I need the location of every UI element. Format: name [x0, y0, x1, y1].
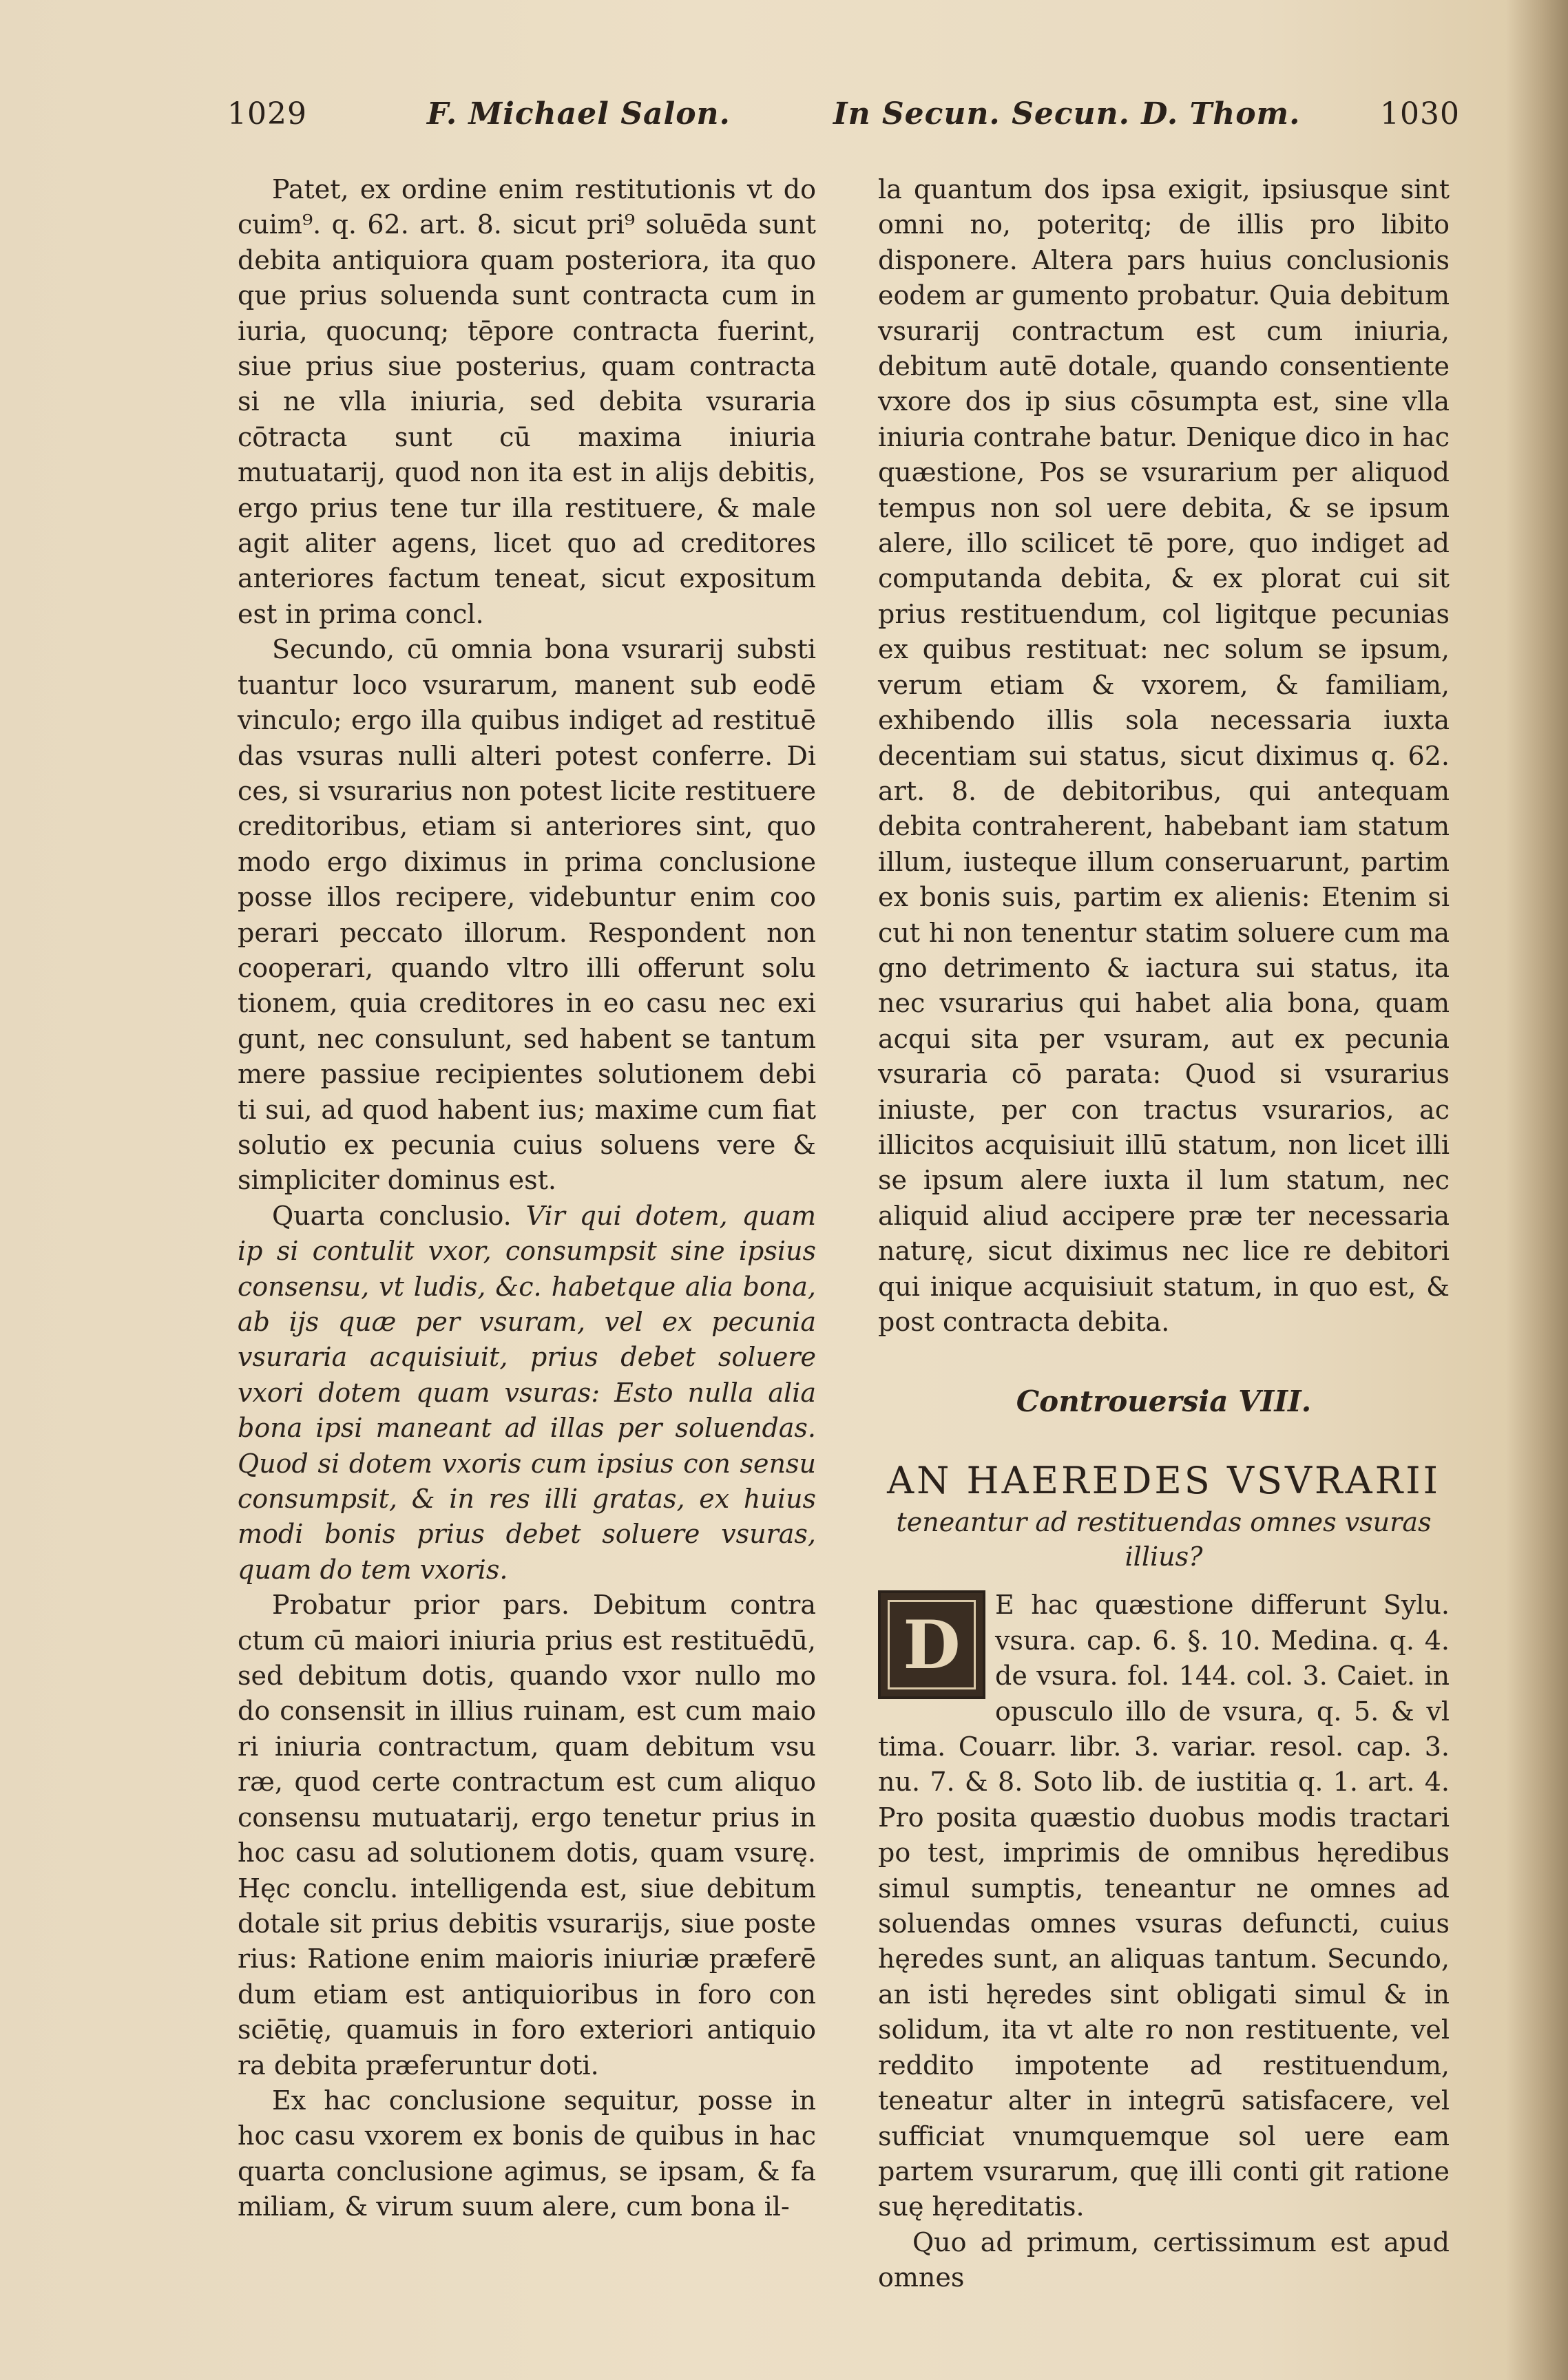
- controversia-heading: Controuersia VIII.: [1016, 1384, 1312, 1419]
- conclusio-text: Vir qui dotem, quam ip si contulit vxor, consumpsit sine ipsius consensu, vt ludis, &c. habetque alia bona, ab ijs quæ per vsuram, vel ex pecunia vsuraria acquisiuit, prius debet soluere vxori dotem quam vsuras: Esto nulla alia bona ipsi maneant ad illas per soluendas. Quod si dotem vxoris cum ipsius con sensu consumpsit, & in res illi gratas, ex huius modi bonis prius debet soluere vsuras, quam do tem vxoris.: [238, 1200, 816, 1585]
- page-number-left: 1029: [227, 96, 307, 131]
- paragraph: Ex hac conclusione sequitur, posse in hoc casu vxorem ex bonis de quibus in hac quarta conclusione agimus, se ipsam, & fa miliam, & virum suum alere, cum bona il-: [238, 2085, 816, 2222]
- conclusio-lead: Quarta conclusio.: [272, 1200, 512, 1231]
- running-head-work: In Secun. Secun. D. Thom.: [833, 96, 1301, 131]
- running-head-author: F. Michael Salon.: [427, 96, 731, 131]
- quarta-conclusio: [238, 1199, 816, 1588]
- initial-letter: D: [888, 1600, 976, 1689]
- decorated-initial: [878, 1590, 985, 1699]
- paragraph: Patet, ex ordine enim restitutionis vt do cuim⁹. q. 62. art. 8. sicut pri⁹ soluēda sunt debita antiquiora quam posteriora, ita quo que prius soluenda sunt contracta cum in iuria, quocunq; tēpore contracta fuerint, siue prius siue posterius, quam contracta si ne vlla iniuria, sed debita vsuraria cōtracta sunt cū maxima iniuria mutuatarij, quod non ita est in alijs debitis, ergo prius tene tur illa restituere, & male agit aliter agens, licet quo ad creditores anteriores factum teneat, sicut expositum est in prima concl.: [238, 174, 816, 629]
- left-column: [238, 172, 816, 2225]
- question-subtitle: teneantur ad restituendas omnes vsuras illius?: [896, 1507, 1432, 1572]
- right-column: [878, 172, 1450, 2296]
- paragraph: Quo ad primum, certissimum est apud omnes: [878, 2226, 1450, 2293]
- paragraph: Secundo, cū omnia bona vsurarij substi tuantur loco vsurarum, manent sub eodē vinculo; ergo illa quibus indiget ad restituē das vsuras nulli alteri potest conferre. Di ces, si vsurarius non potest licite restituere creditoribus, etiam si anteriores sint, quo modo ergo diximus in prima conclusione posse illos recipere, videbuntur enim coo perari peccato illorum. Respondent non cooperari, quando vltro illi offerunt solu tionem, quia creditores in eo casu nec exi gunt, nec consulunt, sed habent se tantum mere passiue recipientes solutionem debi ti sui, ad quod habent ius; maxime cum fiat solutio ex pecunia cuius soluens vere & simpliciter dominus est.: [238, 634, 816, 1196]
- page-edge-shadow: [1506, 0, 1568, 2380]
- paragraph: la quantum dos ipsa exigit, ipsiusque sint omni no, poteritq; de illis pro libito disponere. Altera pars huius conclusionis eodem ar gumento probatur. Quia debitum vsurarij contractum est cum iniuria, debitum autē dotale, quando consentiente vxore dos ip sius cōsumpta est, sine vlla iniuria contrahe batur. Denique dico in hac quæstione, Pos se vsurarium per aliquod tempus non sol uere debita, & se ipsum alere, illo scilicet tē pore, quo indiget ad computanda debita, & ex plorat cui sit prius restituendum, col ligitque pecunias ex quibus restituat: nec solum se ipsum, verum etiam & vxorem, & familiam, exhibendo illis sola necessaria iuxta decentiam sui status, sicut diximus q. 62. art. 8. de debitoribus, qui antequam debita contraherent, habebant iam statum illum, iusteque illum conseruarunt, partim ex bonis suis, partim ex alienis: Etenim si cut hi non tenentur statim soluere cum ma gno detrimento & iactura sui status, ita nec vsurarius qui habet alia bona, quam acqui sita per vsuram, aut ex pecunia vsuraria cō parata: Quod si vsurarius iniuste, per con tractus vsurarios, ac illicitos acquisiuit illū statum, non licet illi se ipsum alere iuxta il lum statum, nec aliquid aliud accipere præ ter necessaria naturę, sicut diximus nec lice re debitori qui inique acquisiuit statum, in quo est, & post contracta debita.: [878, 174, 1450, 1337]
- paragraph: Probatur prior pars. Debitum contra ctum cū maiori iniuria prius est restituēdū, sed debitum dotis, quando vxor nullo mo do consensit in illius ruinam, est cum maio ri iniuria contractum, quam debitum vsu ræ, quod certe contractum est cum aliquo consensu mutuatarij, ergo tenetur prius in hoc casu ad solutionem dotis, quam vsurę. Hęc conclu. intelligenda est, siue debitum dotale sit prius debitis vsurarijs, siue poste rius: Ratione enim maioris iniuriæ præferē dum etiam est antiquioribus in foro con sciētię, quamuis in foro exteriori antiquio ra debita præferuntur doti.: [238, 1590, 816, 2081]
- paragraph-text: E hac quæstione differunt Sylu. vsura. cap. 6. §. 10. Medina. q. 4. de vsura. fol. 144. col. 3. Caiet. in opusculo illo de vsura, q. 5. & vl tima. Couarr. libr. 3. variar. resol. cap. 3. nu. 7. & 8. Soto lib. de iustitia q. 1. art. 4. Pro posita quæstio duobus modis tractari po test, imprimis de omnibus hęredibus simul sumptis, teneantur ne omnes ad soluendas omnes vsuras defuncti, cuius hęredes sunt, an aliquas tantum. Secundo, an isti hęredes sint obligati simul & in solidum, ita vt alte ro non restituente, vel reddito impotente ad restituendum, teneatur alter in integrū satisfacere, vel sufficiat vnumquemque sol uere eam partem vsurarum, quę illi conti git ratione suę hęreditatis.: [878, 1590, 1450, 2222]
- question-title: AN HAEREDES VSVRARII: [887, 1459, 1441, 1503]
- paragraph-with-dropcap: [878, 1588, 1450, 2224]
- page-number-right: 1030: [1380, 96, 1460, 131]
- running-header: [227, 96, 1460, 145]
